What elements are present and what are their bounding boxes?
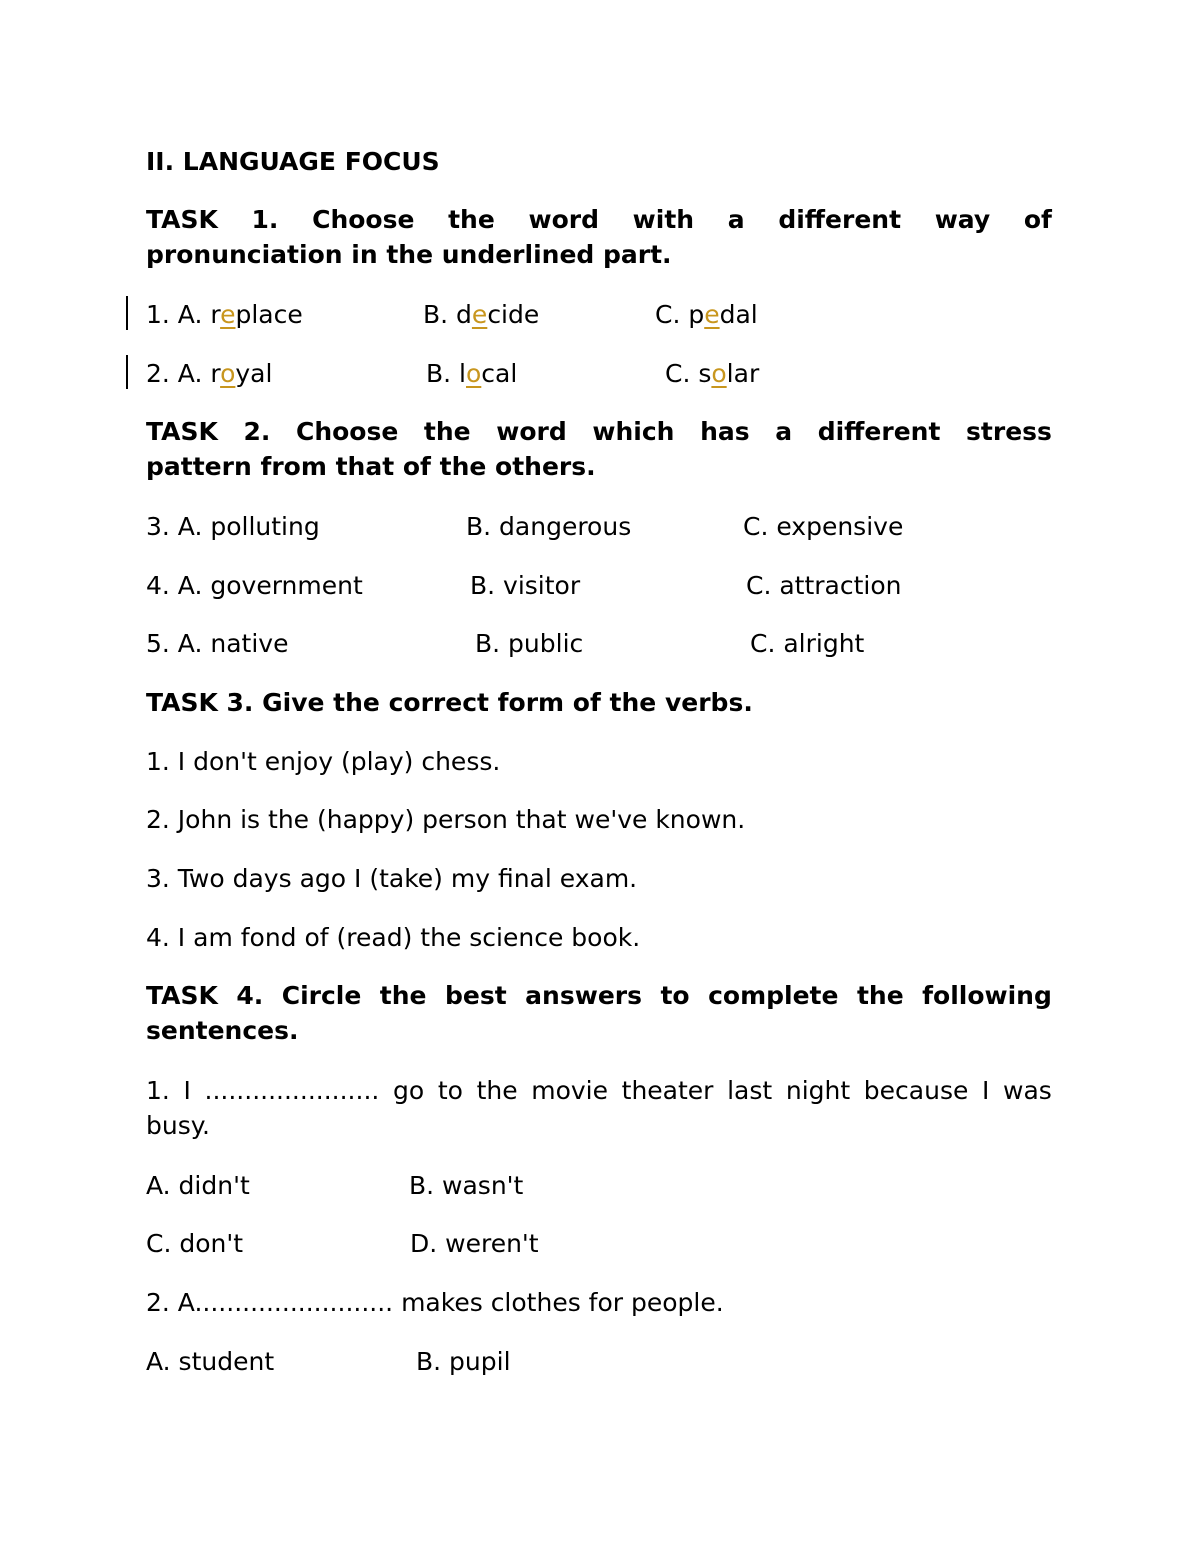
word: different xyxy=(778,205,902,234)
word: the xyxy=(423,417,471,446)
underlined-letter: o xyxy=(220,359,236,388)
word: the xyxy=(476,1076,518,1105)
word: TASK xyxy=(146,417,218,446)
word: 2. xyxy=(243,417,271,446)
task2-item4-option-c: C. attraction xyxy=(746,571,902,600)
word: Choose xyxy=(312,205,415,234)
word: has xyxy=(700,417,750,446)
task3-item-1: 1. I don't enjoy (play) chess. xyxy=(146,747,501,776)
word: complete xyxy=(708,981,839,1010)
word: stress xyxy=(966,417,1052,446)
task4-q1-option-a: A. didn't xyxy=(146,1171,250,1200)
task1-item2-option-c: C. solar xyxy=(665,359,760,388)
underlined-letter: o xyxy=(711,359,727,388)
task2-item3-option-a: 3. A. polluting xyxy=(146,512,320,541)
word: last xyxy=(727,1076,773,1105)
section-title: II. LANGUAGE FOCUS xyxy=(146,147,440,176)
word: a xyxy=(727,205,745,234)
task4-question-1-line2: busy. xyxy=(146,1111,210,1140)
word: the xyxy=(856,981,904,1010)
task2-item5-option-c: C. alright xyxy=(750,629,865,658)
task4-q1-option-d: D. weren't xyxy=(410,1229,539,1258)
task2-item5-option-a: 5. A. native xyxy=(146,629,289,658)
word: TASK xyxy=(146,205,218,234)
word: Circle xyxy=(281,981,362,1010)
task1-item2-option-a: 2. A. royal xyxy=(146,359,273,388)
word: way xyxy=(934,205,991,234)
task3-item-4: 4. I am fond of (read) the science book. xyxy=(146,923,641,952)
task4-q2-option-b: B. pupil xyxy=(416,1347,511,1376)
word: because xyxy=(863,1076,969,1105)
word: was xyxy=(1003,1076,1052,1105)
task3-item-3: 3. Two days ago I (take) my final exam. xyxy=(146,864,638,893)
word: different xyxy=(817,417,941,446)
word: answers xyxy=(525,981,642,1010)
word: the xyxy=(448,205,495,234)
task2-item4-option-b: B. visitor xyxy=(470,571,581,600)
task4-heading-line1 xyxy=(146,978,1052,1013)
word: I xyxy=(183,1076,191,1105)
word: best xyxy=(445,981,507,1010)
task1-item1-option-b: B. decide xyxy=(423,300,540,329)
task3-heading: TASK 3. Give the correct form of the verbs. xyxy=(146,688,753,717)
task2-heading xyxy=(146,414,1052,484)
task4-question-1-line1 xyxy=(146,1073,1052,1108)
word: with xyxy=(632,205,695,234)
task1-item1-option-c: C. pedal xyxy=(655,300,758,329)
task4-q2-option-a: A. student xyxy=(146,1347,275,1376)
underlined-letter: e xyxy=(471,300,488,329)
word: I xyxy=(982,1076,990,1105)
underlined-letter: o xyxy=(466,359,482,388)
word: a xyxy=(775,417,793,446)
task4-heading xyxy=(146,978,1052,1048)
task2-item4-option-a: 4. A. government xyxy=(146,571,363,600)
word: TASK xyxy=(146,981,218,1010)
underlined-letter: e xyxy=(220,300,236,329)
word: 4. xyxy=(236,981,264,1010)
word: night xyxy=(785,1076,851,1105)
word: which xyxy=(592,417,675,446)
word: to xyxy=(437,1076,463,1105)
task2-item3-option-b: B. dangerous xyxy=(466,512,632,541)
change-bar xyxy=(126,355,128,389)
task2-heading-line1 xyxy=(146,414,1052,449)
task1-heading xyxy=(146,202,1052,272)
task1-item2-option-b: B. local xyxy=(426,359,518,388)
word: ...................... xyxy=(204,1076,380,1105)
task2-heading-line2: pattern from that of the others. xyxy=(146,452,596,481)
word: the xyxy=(379,981,427,1010)
word: go xyxy=(393,1076,425,1105)
word: movie xyxy=(531,1076,609,1105)
task4-question-2: 2. A......................... makes clothes for people. xyxy=(146,1288,724,1317)
word: of xyxy=(1023,205,1052,234)
word: theater xyxy=(621,1076,714,1105)
task1-heading-line1 xyxy=(146,202,1052,237)
task3-item-2: 2. John is the (happy) person that we've known. xyxy=(146,805,746,834)
change-bar xyxy=(126,296,128,330)
task4-question-1 xyxy=(146,1073,1052,1143)
word: word xyxy=(496,417,567,446)
task4-q1-option-b: B. wasn't xyxy=(409,1171,524,1200)
task4-heading-line2: sentences. xyxy=(146,1016,299,1045)
word: 1. xyxy=(146,1076,170,1105)
word: 1. xyxy=(251,205,279,234)
underlined-letter: e xyxy=(704,300,720,329)
task1-heading-line2: pronunciation in the underlined part. xyxy=(146,240,672,269)
task1-item1-option-a: 1. A. replace xyxy=(146,300,303,329)
word: word xyxy=(528,205,599,234)
word: Choose xyxy=(295,417,399,446)
task4-q1-option-c: C. don't xyxy=(146,1229,244,1258)
word: to xyxy=(660,981,690,1010)
task2-item3-option-c: C. expensive xyxy=(743,512,904,541)
word: following xyxy=(922,981,1052,1010)
task2-item5-option-b: B. public xyxy=(475,629,584,658)
